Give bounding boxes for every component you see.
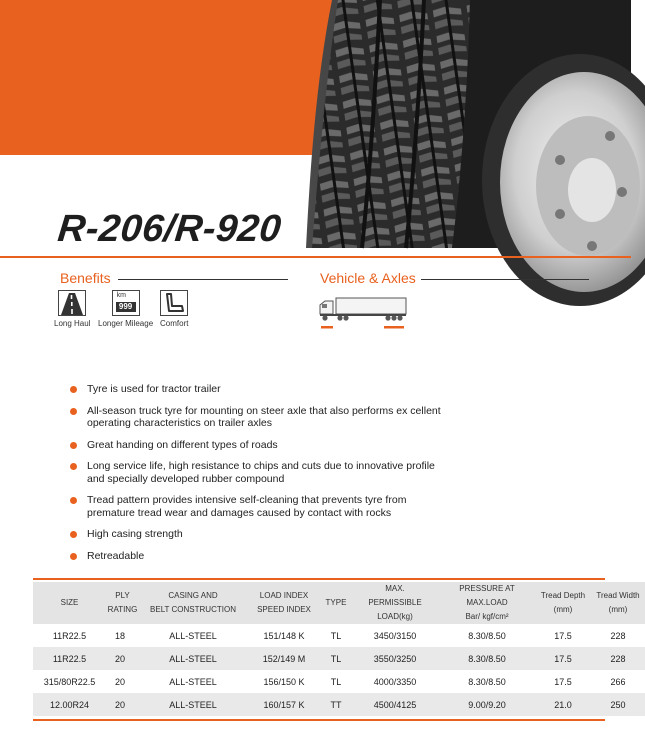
benefit-long-haul	[54, 290, 90, 328]
benefit-label: Longer Mileage	[98, 319, 154, 328]
table-row	[33, 624, 645, 647]
cell-ply: 18	[115, 630, 126, 641]
cell-type: TT	[321, 693, 351, 716]
cell-pressure: 9.00/9.20	[439, 693, 535, 716]
title-divider	[0, 256, 631, 258]
benefit-label: Long Haul	[54, 319, 91, 328]
table-row	[33, 670, 645, 693]
col-size: SIZE	[33, 582, 106, 624]
cell-casing: ALL-STEEL	[139, 693, 247, 716]
cell-pressure: 8.30/8.50	[468, 630, 506, 641]
odometer-unit: km	[116, 292, 126, 299]
col-pressure: PRESSURE AT MAX.LOAD Bar/ kgf/cm²	[439, 582, 535, 624]
col-max-load: MAX. PERMISSIBLE LOAD(kg)	[351, 582, 439, 624]
spec-table	[33, 582, 645, 716]
cell-casing: ALL-STEEL	[169, 676, 217, 687]
table-row	[33, 693, 645, 716]
table-header-row	[33, 582, 645, 624]
feature-item: Great handing on different types of roads	[70, 439, 450, 452]
cell-size: 11R22.5	[52, 630, 87, 641]
benefits-heading: Benefits	[60, 270, 111, 286]
table-top-rule	[33, 578, 605, 580]
tractor-trailer-icon	[318, 296, 410, 332]
col-casing: CASING AND BELT CONSTRUCTION	[139, 582, 247, 624]
cell-casing: ALL-STEEL	[139, 647, 247, 670]
table-bottom-rule	[33, 719, 605, 721]
cell-load-speed: 151/148 K	[263, 630, 305, 641]
tyre-image	[292, 0, 631, 248]
cell-tread-depth: 17.5	[554, 676, 572, 687]
col-tread-depth: Tread Depth (mm)	[535, 582, 591, 624]
cell-load-speed: 152/149 M	[247, 647, 321, 670]
cell-tread-width: 228	[591, 647, 645, 670]
col-ply-rating: PLY RATING	[106, 582, 139, 624]
table-row	[33, 647, 645, 670]
cell-type: TL	[330, 676, 342, 687]
cell-tread-depth: 21.0	[535, 693, 591, 716]
cell-max-load: 4000/3350	[373, 676, 417, 687]
cell-type: TL	[330, 630, 342, 641]
odometer-icon	[112, 290, 140, 316]
feature-item: Tread pattern provides intensive self-cleaning that prevents tyre from premature tread wear and damages caused by contact with rocks	[70, 494, 450, 519]
feature-item: Long service life, high resistance to chips and cuts due to innovative profile and specially developed rubber compound	[70, 460, 450, 485]
cell-load-speed: 156/150 K	[263, 676, 305, 687]
feature-list	[70, 383, 450, 571]
cell-tread-width: 228	[610, 630, 626, 641]
cell-tread-depth: 17.5	[535, 647, 591, 670]
cell-pressure: 8.30/8.50	[468, 676, 506, 687]
benefit-comfort	[160, 290, 188, 328]
cell-load-speed: 160/157 K	[247, 693, 321, 716]
cell-ply: 20	[106, 647, 139, 670]
benefit-longer-mileage	[98, 290, 153, 328]
road-icon	[58, 290, 86, 316]
cell-tread-depth: 17.5	[554, 630, 572, 641]
benefit-label: Comfort	[160, 319, 189, 328]
col-load-speed: LOAD INDEX SPEED INDEX	[247, 582, 321, 624]
cell-max-load: 4500/4125	[351, 693, 439, 716]
feature-item: All-season truck tyre for mounting on steer axle that also performs ex cellent operating characteristics on trailer axles	[70, 405, 450, 430]
cell-type: TL	[321, 647, 351, 670]
feature-item: High casing strength	[70, 528, 450, 541]
cell-size: 11R22.5	[33, 647, 106, 670]
cell-size: 315/80R22.5	[43, 676, 96, 687]
feature-item: Tyre is used for tractor trailer	[70, 383, 450, 396]
cell-tread-width: 250	[591, 693, 645, 716]
feature-item: Retreadable	[70, 550, 450, 563]
cell-max-load: 3550/3250	[351, 647, 439, 670]
vehicle-axles-heading: Vehicle & Axles	[320, 270, 416, 286]
cell-tread-width: 266	[610, 676, 626, 687]
cell-size: 12.00R24	[33, 693, 106, 716]
cell-pressure: 8.30/8.50	[439, 647, 535, 670]
seat-icon	[160, 290, 188, 316]
vehicle-axles-divider	[421, 279, 589, 280]
col-type: TYPE	[321, 582, 351, 624]
cell-max-load: 3450/3150	[373, 630, 417, 641]
col-tread-width: Tread Width (mm)	[591, 582, 645, 624]
product-title: R-206/R-920	[55, 208, 284, 250]
cell-ply: 20	[106, 693, 139, 716]
odometer-value: 999	[116, 302, 136, 312]
benefits-divider	[118, 279, 288, 280]
cell-casing: ALL-STEEL	[169, 630, 217, 641]
cell-ply: 20	[115, 676, 126, 687]
